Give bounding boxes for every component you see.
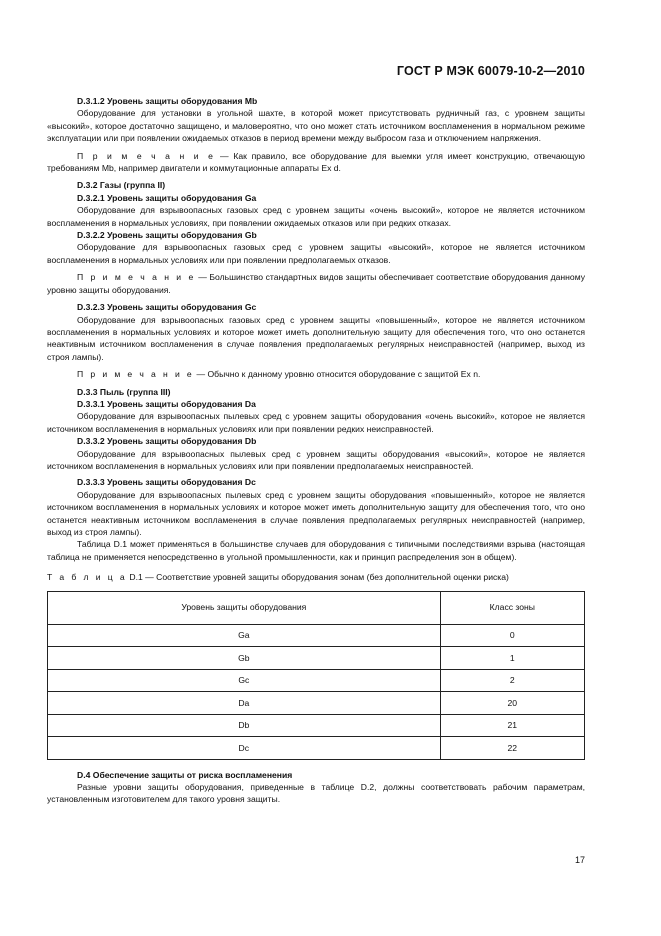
paragraph-d321: Оборудование для взрывоопасных газовых сред с уровнем защиты «очень высокий», которое не является источником воспламенения в нормальных условиях, при появлении ожидаемых отказов или при редких отказах. [47, 205, 585, 228]
note-text: — Большинство стандартных видов защиты обеспечивает соответствие оборудования данному уровню защиты оборудования. [47, 272, 585, 295]
note-label: П р и м е ч а н и е [77, 369, 195, 380]
note-label: П р и м е ч а н и е [77, 150, 216, 161]
table-cell-level: Db [48, 714, 441, 737]
document-body [47, 95, 585, 806]
heading-d323: D.3.2.3 Уровень защиты оборудования Gc [77, 302, 257, 313]
table-row [48, 624, 585, 647]
table-caption [47, 571, 585, 583]
note-text: — Обычно к данному уровню относится оборудование с защитой Ex n. [194, 369, 481, 380]
heading-d321: D.3.2.1 Уровень защиты оборудования Ga [77, 192, 257, 203]
paragraph-d331: Оборудование для взрывоопасных пылевых сред с уровнем защиты оборудования «очень высокий», которое не является источником воспламенения в нормальных условиях или при появлении редких неисправностей. [47, 411, 585, 434]
heading-d312: D.3.1.2 Уровень защиты оборудования Mb [77, 96, 258, 106]
paragraph-d333-table-intro: Таблица D.1 может применяться в большинстве случаев для оборудования с типичными последствиями взрыва (настоящая таблица не применяется непосредственно в угольной промышленности, как и принцип распределения зон в общем). [47, 539, 585, 562]
table-cell-zone: 21 [440, 714, 584, 737]
note-label: П р и м е ч а н и е [77, 272, 196, 283]
table-cell-zone: 1 [440, 647, 584, 670]
table-cell-level: Gc [48, 669, 441, 692]
heading-d32: D.3.2 Газы (группа II) [77, 180, 166, 191]
table-cell-zone: 20 [440, 692, 584, 715]
heading-d322: D.3.2.2 Уровень защиты оборудования Gb [77, 230, 257, 241]
heading-d33: D.3.3 Пыль (группа III) [77, 386, 171, 397]
heading-d4: D.4 Обеспечение защиты от риска воспламенения [77, 769, 293, 780]
table-cell-level: Gb [48, 647, 441, 670]
table-header-row [48, 591, 585, 624]
document-id: ГОСТ Р МЭК 60079-10-2—2010 [396, 64, 585, 78]
table-row [48, 692, 585, 715]
note-d322 [47, 271, 585, 296]
paragraph-d322: Оборудование для взрывоопасных газовых сред с уровнем защиты «высокий», которое не является источником воспламенения в нормальных условиях или при появлении предполагаемых отказов. [47, 242, 585, 265]
table-cell-level: Da [48, 692, 441, 715]
paragraph-d312: Оборудование для установки в угольной шахте, в которой может присутствовать рудничный газ, с уровнем защиты «высокий», которое достаточно защищено, и маловероятно, что оно может стать источником воспламенения в нормальном режиме эксплуатации или при появлении ожидаемых отказов в период времени между выбросом газа и отключением напряжения. [47, 108, 585, 144]
paragraph-d332: Оборудование для взрывоопасных пылевых сред с уровнем защиты оборудования «высокий», которое не является источником воспламенения в нормальных условиях или при появлении предполагаемых неисправностей. [47, 448, 585, 471]
table-cell-zone: 0 [440, 624, 584, 647]
note-d312 [47, 150, 585, 175]
column-header-protection-level: Уровень защиты оборудования [48, 591, 441, 624]
heading-d331: D.3.3.1 Уровень защиты оборудования Da [77, 398, 256, 409]
table-label: Т а б л и ц а [47, 572, 127, 583]
zones-table [47, 591, 585, 760]
table-cell-zone: 22 [440, 737, 584, 760]
heading-d332: D.3.3.2 Уровень защиты оборудования Db [77, 436, 257, 447]
table-cell-zone: 2 [440, 669, 584, 692]
paragraph-d4: Разные уровни защиты оборудования, приведенные в таблице D.2, должны соответствовать рабочим параметрам, установленным изготовителем для такого уровня защиты. [47, 782, 585, 805]
heading-d333: D.3.3.3 Уровень защиты оборудования Dc [77, 477, 256, 488]
table-row [48, 714, 585, 737]
column-header-zone-class: Класс зоны [440, 591, 584, 624]
page-number: 17 [574, 855, 585, 865]
table-row [48, 669, 585, 692]
table-row [48, 647, 585, 670]
note-d323 [47, 368, 585, 380]
paragraph-d333: Оборудование для взрывоопасных пылевых сред с уровнем защиты оборудования «повышенный», которое не является источником воспламенения в нормальных условиях и которое может иметь дополнительную защиту для обеспечения того, что оно останется неактивным источником воспламенения в случае появления предполагаемых регулярных неисправностей (например, выход из строя лампы). [47, 489, 585, 537]
table-row [48, 737, 585, 760]
table-cell-level: Dc [48, 737, 441, 760]
table-caption-text: D.1 — Соответствие уровней защиты оборудования зонам (без дополнительной оценки риска) [127, 572, 509, 583]
note-text: — Как правило, все оборудование для выемки угля имеет конструкцию, отвечающую требованиям Mb, например двигатели и коммутационные аппараты Ex d. [47, 150, 585, 174]
table-cell-level: Ga [48, 624, 441, 647]
paragraph-d323: Оборудование для взрывоопасных газовых сред с уровнем защиты «повышенный», которое не является источником воспламенения в нормальных условиях и которое может иметь дополнительную защиту для обеспечения того, что оно останется неактивным источником воспламенения в случае появления предполагаемых регулярных неисправностей (например, выход из строя лампы). [47, 314, 585, 362]
